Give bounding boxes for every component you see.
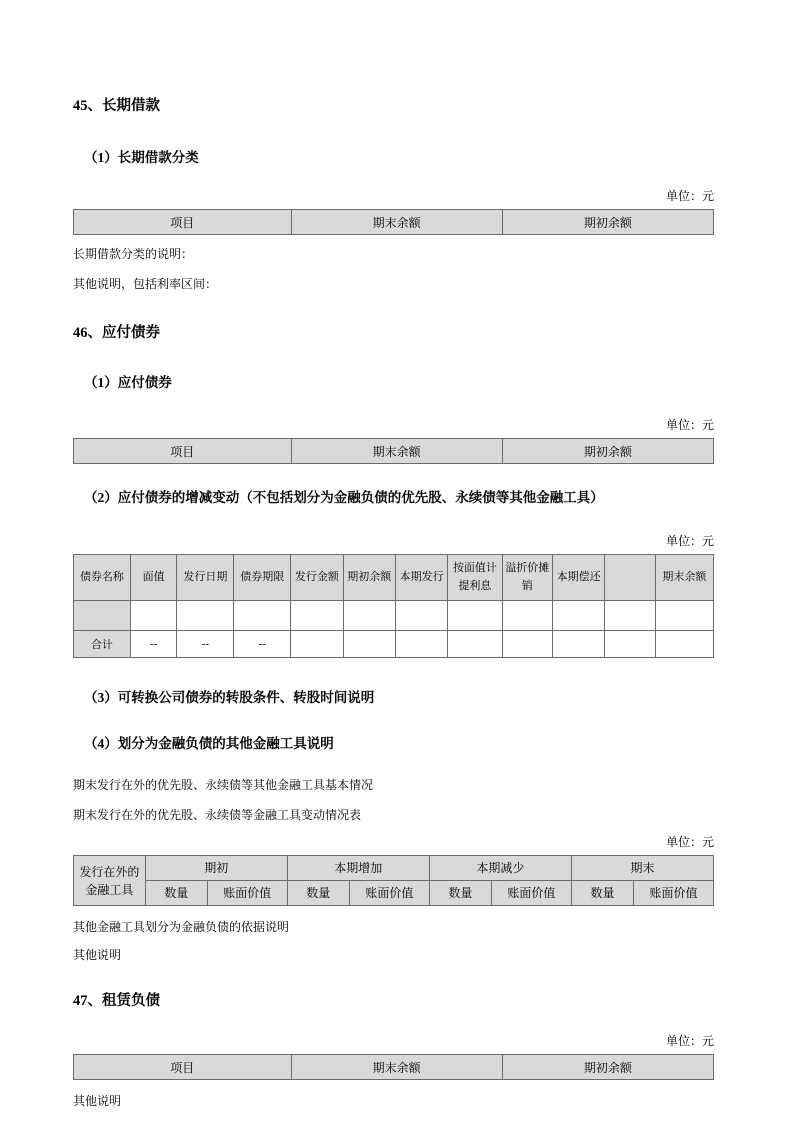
table-header-cell: 面值 (130, 555, 177, 601)
section-45-heading: 45、长期借款 (73, 98, 160, 114)
section-46-sub4-heading: （4）划分为金融负债的其他金融工具说明 (84, 736, 334, 752)
section-46-sub2-heading: （2）应付债券的增减变动（不包括划分为金融负债的优先股、永续债等其他金融工具） (84, 490, 604, 505)
table-cell: -- (234, 631, 291, 658)
table-header-cell: 数量 (571, 881, 633, 906)
group-header-cell: 本期增加 (287, 856, 429, 881)
table-cell (343, 601, 395, 631)
section-47-heading: 47、租赁负债 (73, 993, 160, 1010)
table-cell (177, 601, 234, 631)
table-cell (343, 631, 395, 658)
table-header-cell: 期末余额 (291, 1055, 502, 1080)
bonds-payable-table (73, 438, 714, 464)
section-46-sub3-heading: （3）可转换公司债券的转股条件、转股时间说明 (84, 690, 375, 706)
loan-other-note: 其他说明，包括利率区间： (73, 277, 218, 291)
table-cell (605, 601, 655, 631)
table-header-row (74, 210, 714, 235)
table-cell: -- (130, 631, 177, 658)
total-label-cell: 合计 (74, 631, 131, 658)
table-header-cell: 期初余额 (502, 439, 713, 464)
group-header-cell: 本期减少 (429, 856, 571, 881)
table-cell (502, 631, 552, 658)
table-header-cell: 期初余额 (343, 555, 395, 601)
loan-classification-note: 长期借款分类的说明： (73, 247, 194, 261)
table-cell (395, 601, 447, 631)
table-cell (655, 601, 713, 631)
financial-instruments-table (73, 855, 714, 906)
table-header-cell: 本期发行 (395, 555, 447, 601)
table-cell (502, 601, 552, 631)
table-header-cell: 发行金额 (291, 555, 343, 601)
table-cell (291, 631, 343, 658)
table-header-cell: 数量 (287, 881, 349, 906)
table-cell (395, 631, 447, 658)
table-cell (448, 601, 502, 631)
table-cell (655, 631, 713, 658)
outstanding-instruments-note: 期末发行在外的优先股、永续债等其他金融工具基本情况 (73, 778, 374, 793)
table-header-cell: 期初余额 (502, 1055, 713, 1080)
table-header-row (74, 856, 714, 881)
classification-basis-note: 其他金融工具划分为金融负债的依据说明 (73, 920, 290, 935)
table-header-cell: 本期偿还 (553, 555, 605, 601)
table-header-cell: 账面价值 (633, 881, 713, 906)
table-cell (234, 601, 291, 631)
table-header-cell: 按面值计提利息 (448, 555, 502, 601)
table-cell (74, 601, 131, 631)
corner-header-cell: 发行在外的金融工具 (74, 856, 146, 906)
table-cell (291, 601, 343, 631)
bond-movement-table (73, 554, 714, 658)
other-note: 其他说明 (73, 948, 122, 963)
table-header-cell: 债券期限 (234, 555, 291, 601)
table-header-cell: 期末余额 (291, 210, 502, 235)
table-header-cell: 发行日期 (177, 555, 234, 601)
table-header-cell (605, 555, 655, 601)
table-header-row (74, 555, 714, 601)
table-row (74, 601, 714, 631)
table-header-cell: 账面价值 (491, 881, 571, 906)
table-header-cell: 溢折价摊销 (502, 555, 552, 601)
section-46-sub1-heading: （1）应付债券 (84, 375, 172, 390)
unit-label: 单位：元 (665, 835, 714, 850)
unit-label: 单位：元 (665, 418, 714, 432)
unit-label: 单位：元 (665, 534, 714, 548)
table-header-cell: 项目 (74, 1055, 292, 1080)
table-header-cell: 账面价值 (207, 881, 287, 906)
table-cell (448, 631, 502, 658)
section-46-heading: 46、应付债券 (73, 325, 160, 341)
table-subheader-row (74, 881, 714, 906)
table-cell (130, 601, 177, 631)
other-note: 其他说明 (73, 1094, 122, 1109)
table-header-cell: 项目 (74, 439, 292, 464)
unit-label: 单位：元 (665, 189, 714, 203)
document-page (73, 0, 714, 1109)
instruments-movement-note: 期末发行在外的优先股、永续债等金融工具变动情况表 (73, 808, 362, 823)
table-header-cell: 债券名称 (74, 555, 131, 601)
table-cell: -- (177, 631, 234, 658)
section-45-sub1-heading: （1）长期借款分类 (84, 150, 199, 165)
table-header-cell: 账面价值 (349, 881, 429, 906)
table-total-row (74, 631, 714, 658)
table-header-cell: 期初余额 (502, 210, 713, 235)
table-cell (553, 601, 605, 631)
lease-liability-table (73, 1054, 714, 1080)
table-header-row (74, 439, 714, 464)
long-term-loan-table (73, 209, 714, 235)
table-header-cell: 期末余额 (655, 555, 713, 601)
table-header-cell: 项目 (74, 210, 292, 235)
group-header-cell: 期末 (571, 856, 713, 881)
unit-label: 单位：元 (665, 1034, 714, 1049)
table-cell (605, 631, 655, 658)
group-header-cell: 期初 (145, 856, 287, 881)
table-header-cell: 数量 (429, 881, 491, 906)
table-header-row (74, 1055, 714, 1080)
table-cell (553, 631, 605, 658)
table-header-cell: 数量 (145, 881, 207, 906)
table-header-cell: 期末余额 (291, 439, 502, 464)
